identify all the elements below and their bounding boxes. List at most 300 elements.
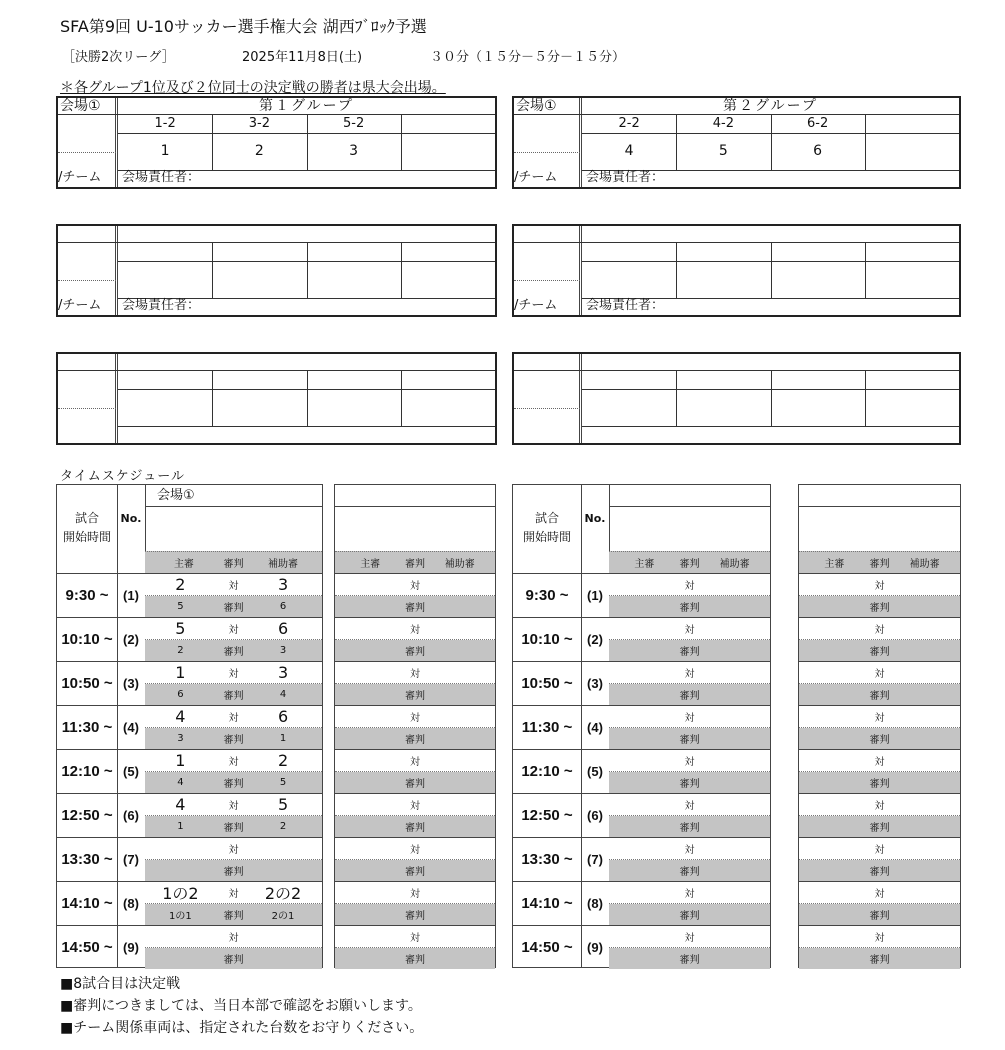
role-label: 審判 <box>405 559 425 570</box>
role-label: 補助審 <box>268 559 299 570</box>
match-number: (4) <box>123 720 139 735</box>
home-team <box>155 838 205 859</box>
match-cell <box>145 662 322 684</box>
group-team-number: 4 <box>624 143 634 159</box>
schedule-row <box>57 705 322 749</box>
vs-label: 対 <box>410 801 420 812</box>
referee-label: 審判 <box>679 603 700 614</box>
referee-label: 審判 <box>223 867 244 878</box>
referee-label: 審判 <box>869 603 890 614</box>
schedule-row <box>513 705 770 749</box>
match-cell <box>145 618 322 640</box>
start-time: 10:50 ~ <box>61 675 113 692</box>
vs-label: 対 <box>874 713 885 724</box>
referee-cell <box>609 772 770 793</box>
referee-team-2: 1 <box>279 733 287 744</box>
schedule-row <box>799 661 960 705</box>
referee-label: 審判 <box>679 911 700 922</box>
referee-cell <box>145 728 322 749</box>
away-team: 3 <box>277 575 289 594</box>
group-team-label: 4-2 <box>712 116 734 131</box>
start-time: 14:50 ~ <box>521 939 573 956</box>
group-box <box>56 96 497 189</box>
grid-line <box>401 370 402 426</box>
grid-line <box>865 114 866 170</box>
referee-cell <box>609 640 770 661</box>
match-cell <box>335 882 495 904</box>
vs-label: 対 <box>684 713 695 724</box>
match-cell <box>335 794 495 816</box>
referee-team-2: 3 <box>279 645 287 656</box>
venue-column <box>514 354 582 443</box>
start-time: 10:10 ~ <box>61 631 113 648</box>
home-team: 5 <box>175 619 186 638</box>
match-number: (5) <box>123 764 139 779</box>
match-cell <box>799 794 960 816</box>
schedule-row <box>799 793 960 837</box>
referee-label: 審判 <box>869 911 890 922</box>
referee-team-1: 5 <box>177 601 184 612</box>
referee-cell <box>335 904 495 925</box>
dotted-line <box>58 152 116 153</box>
group-team-label: 2-2 <box>618 116 640 131</box>
grid-line <box>771 242 772 298</box>
referee-cell <box>335 948 495 969</box>
match-number: (7) <box>587 852 603 867</box>
referee-cell <box>145 640 322 661</box>
vs-label: 対 <box>410 889 420 900</box>
start-time-header: 試合 <box>534 511 559 525</box>
schedule-row <box>335 925 495 969</box>
vs-label: 対 <box>228 889 239 900</box>
grid-line <box>582 426 959 427</box>
referee-label: 審判 <box>223 779 244 790</box>
referee-label: 審判 <box>223 647 244 658</box>
start-time: 12:10 ~ <box>521 763 573 780</box>
match-cell <box>145 882 322 904</box>
roles-header-row <box>145 551 322 573</box>
home-team: 1の2 <box>162 884 199 903</box>
schedule-row <box>513 837 770 881</box>
grid-line <box>145 506 322 507</box>
referee-cell <box>145 684 322 705</box>
referee-team-2: 6 <box>279 601 287 612</box>
referee-label: 審判 <box>223 911 244 922</box>
group-team-label: 1-2 <box>154 116 176 131</box>
document-title: SFA第9回 U-10サッカー選手権大会 湖西ﾌﾞﾛｯｸ予選 <box>60 17 427 36</box>
referee-cell <box>799 728 960 749</box>
referee-label: 審判 <box>679 867 700 878</box>
vs-label: 対 <box>684 889 695 900</box>
match-cell <box>609 706 770 728</box>
vs-label: 対 <box>684 625 695 636</box>
venue-responsible-label: 会場責任者： <box>586 170 665 185</box>
grid-line <box>212 242 213 298</box>
match-cell <box>609 750 770 772</box>
referee-label: 審判 <box>223 691 244 702</box>
grid-line <box>212 370 213 426</box>
schedule-row <box>513 749 770 793</box>
qualification-note: ＊各グループ1位及び２位同士の決定戦の勝者は県大会出場。 <box>60 80 446 96</box>
vs-label: 対 <box>684 669 695 680</box>
match-cell <box>609 882 770 904</box>
referee-label: 審判 <box>679 647 700 658</box>
vs-label: 対 <box>410 669 420 680</box>
schedule-row <box>799 705 960 749</box>
match-number: (3) <box>587 676 603 691</box>
referee-label: 審判 <box>679 735 700 746</box>
schedule-row <box>799 617 960 661</box>
schedule-row <box>57 749 322 793</box>
match-number: (9) <box>587 940 603 955</box>
vs-label: 対 <box>410 713 420 724</box>
venue-responsible-label: 会場責任者： <box>122 298 201 313</box>
schedule-row <box>335 749 495 793</box>
referee-label: 審判 <box>223 823 244 834</box>
referee-label: 審判 <box>405 691 425 702</box>
vs-label: 対 <box>684 581 695 592</box>
dotted-line <box>58 408 116 409</box>
home-team: 4 <box>175 795 186 814</box>
schedule-row <box>335 881 495 925</box>
group-team-number: 3 <box>349 143 359 159</box>
vs-label: 対 <box>874 845 885 856</box>
venue-responsible-label: 会場責任者： <box>586 298 665 313</box>
schedule-title: タイムスケジュール <box>60 469 185 484</box>
match-cell <box>335 926 495 948</box>
match-cell <box>799 662 960 684</box>
role-label: 補助審 <box>719 559 750 570</box>
date-label: 2025年11月8日(土) <box>242 50 363 65</box>
referee-label: 審判 <box>869 955 890 966</box>
grid-line <box>58 370 495 371</box>
dotted-line <box>514 408 580 409</box>
roles-header-row <box>799 551 960 573</box>
referee-cell <box>609 860 770 881</box>
referee-label: 審判 <box>679 955 700 966</box>
start-time: 14:10 ~ <box>521 895 573 912</box>
match-cell <box>799 838 960 860</box>
schedule-row <box>335 837 495 881</box>
match-number: (7) <box>123 852 139 867</box>
match-number: (1) <box>123 588 139 603</box>
schedule-row <box>57 881 322 925</box>
vs-label: 対 <box>228 625 239 636</box>
referee-cell <box>799 904 960 925</box>
match-number: (2) <box>123 632 139 647</box>
group-box <box>56 352 497 445</box>
footnote: ■8試合目は決定戦 <box>60 976 181 992</box>
footnote: ■チーム関係車両は、指定された台数をお守りください。 <box>60 1020 424 1036</box>
role-label: 審判 <box>679 559 700 570</box>
match-cell <box>335 574 495 596</box>
referee-cell <box>335 816 495 837</box>
schedule-row <box>57 837 322 881</box>
referee-team-1 <box>155 860 205 881</box>
vs-label: 対 <box>874 625 885 636</box>
group-team-label: 3-2 <box>248 116 270 131</box>
vs-label: 対 <box>228 801 239 812</box>
referee-cell <box>609 684 770 705</box>
referee-cell <box>799 772 960 793</box>
referee-label: 審判 <box>869 647 890 658</box>
referee-cell <box>799 816 960 837</box>
no-header: No. <box>120 512 142 525</box>
match-number: (9) <box>123 940 139 955</box>
vs-label: 対 <box>684 845 695 856</box>
role-label: 主審 <box>824 559 845 570</box>
start-time: 12:10 ~ <box>61 763 113 780</box>
match-number: (1) <box>587 588 603 603</box>
vs-label: 対 <box>228 669 239 680</box>
schedule-row <box>57 617 322 661</box>
role-label: 主審 <box>634 559 655 570</box>
venue-label: 会場① <box>516 98 557 114</box>
schedule-row <box>513 881 770 925</box>
grid-line <box>676 370 677 426</box>
referee-cell <box>335 772 495 793</box>
match-cell <box>335 750 495 772</box>
role-label: 審判 <box>869 559 890 570</box>
match-number: (4) <box>587 720 603 735</box>
team-label: /チーム <box>514 298 558 313</box>
group-team-label: 6-2 <box>807 116 829 131</box>
grid-line <box>609 506 770 507</box>
referee-label: 審判 <box>869 779 890 790</box>
grid-line <box>676 242 677 298</box>
home-team: 1 <box>175 663 186 682</box>
referee-cell <box>145 772 322 793</box>
team-label: /チーム <box>514 170 558 185</box>
referee-team-1: 6 <box>177 689 184 700</box>
vs-label: 対 <box>410 757 420 768</box>
vs-label: 対 <box>874 581 885 592</box>
away-team <box>258 838 308 859</box>
match-cell <box>335 618 495 640</box>
grid-line <box>401 114 402 170</box>
match-cell <box>799 574 960 596</box>
grid-line <box>799 506 960 507</box>
referee-team-2 <box>258 948 308 969</box>
referee-label: 審判 <box>223 735 244 746</box>
referee-team-1: 1の1 <box>169 911 192 922</box>
referee-team-2: 2 <box>279 821 287 832</box>
match-cell <box>609 662 770 684</box>
vs-label: 対 <box>228 581 239 592</box>
schedule-row <box>335 573 495 617</box>
grid-line <box>401 242 402 298</box>
venue-responsible-label: 会場責任者： <box>122 170 201 185</box>
home-team: 4 <box>175 707 186 726</box>
referee-cell <box>145 948 322 969</box>
referee-cell <box>145 904 322 925</box>
grid-line <box>865 242 866 298</box>
match-cell <box>145 794 322 816</box>
referee-cell <box>609 816 770 837</box>
vs-label: 対 <box>874 757 885 768</box>
start-time: 12:50 ~ <box>521 807 573 824</box>
start-time: 10:50 ~ <box>521 675 573 692</box>
venue-label: 会場① <box>157 488 195 503</box>
referee-label: 審判 <box>869 867 890 878</box>
referee-label: 審判 <box>405 603 425 614</box>
schedule-row <box>57 573 322 617</box>
vs-label: 対 <box>228 713 239 724</box>
match-cell <box>145 706 322 728</box>
grid-line <box>58 242 495 243</box>
referee-label: 審判 <box>405 647 425 658</box>
referee-label: 審判 <box>405 911 425 922</box>
schedule-row <box>799 925 960 969</box>
match-cell <box>609 838 770 860</box>
schedule-row <box>335 617 495 661</box>
start-time: 11:30 ~ <box>61 719 113 736</box>
schedule-table <box>512 484 771 968</box>
grid-line <box>307 370 308 426</box>
group-title: 第１グループ <box>259 98 354 114</box>
start-time-header: 開始時間 <box>522 530 571 544</box>
start-time: 11:30 ~ <box>521 719 573 736</box>
match-number: (2) <box>587 632 603 647</box>
team-label: /チーム <box>58 170 102 185</box>
referee-label: 審判 <box>405 779 425 790</box>
schedule-row <box>57 925 322 969</box>
schedule-row <box>799 881 960 925</box>
vs-label: 対 <box>874 933 885 944</box>
referee-label: 審判 <box>405 955 425 966</box>
match-cell <box>799 706 960 728</box>
role-label: 主審 <box>173 559 194 570</box>
match-cell <box>335 662 495 684</box>
schedule-row <box>513 661 770 705</box>
match-cell <box>799 750 960 772</box>
schedule-row <box>513 793 770 837</box>
referee-label: 審判 <box>679 779 700 790</box>
referee-team-2: 4 <box>279 689 287 700</box>
match-number: (8) <box>587 896 603 911</box>
group-team-number: 1 <box>160 143 170 159</box>
away-team <box>258 926 308 947</box>
match-cell <box>335 706 495 728</box>
schedule-row <box>799 573 960 617</box>
match-cell <box>145 838 322 860</box>
schedule-row <box>799 837 960 881</box>
match-cell <box>335 838 495 860</box>
dotted-line <box>514 152 580 153</box>
match-cell <box>799 882 960 904</box>
match-cell <box>799 926 960 948</box>
match-cell <box>609 618 770 640</box>
vs-label: 対 <box>228 757 239 768</box>
vs-label: 対 <box>410 845 420 856</box>
group-box <box>512 96 961 189</box>
schedule-row <box>513 925 770 969</box>
referee-cell <box>145 860 322 881</box>
role-label: 補助審 <box>909 559 940 570</box>
role-label: 主審 <box>360 559 381 570</box>
group-team-label: 5-2 <box>343 116 365 131</box>
schedule-table <box>798 484 961 968</box>
start-time: 14:10 ~ <box>61 895 113 912</box>
dotted-line <box>58 280 116 281</box>
vs-label: 対 <box>410 581 420 592</box>
match-cell <box>145 574 322 596</box>
grid-line <box>307 242 308 298</box>
schedule-row <box>335 793 495 837</box>
schedule-row <box>513 617 770 661</box>
role-label: 補助審 <box>444 559 475 570</box>
vs-label: 対 <box>684 933 695 944</box>
venue-label: 会場① <box>60 98 101 114</box>
referee-label: 審判 <box>869 691 890 702</box>
grid-line <box>514 242 959 243</box>
group-team-number: 5 <box>718 143 728 159</box>
match-cell <box>799 618 960 640</box>
referee-cell <box>145 596 322 617</box>
no-header: No. <box>584 512 606 525</box>
match-number: (5) <box>587 764 603 779</box>
referee-cell <box>335 596 495 617</box>
away-team: 3 <box>277 663 289 682</box>
group-title: 第２グループ <box>723 98 818 114</box>
referee-team-1 <box>155 948 205 969</box>
referee-cell <box>609 728 770 749</box>
start-time: 13:30 ~ <box>61 851 113 868</box>
grid-line <box>335 506 495 507</box>
vs-label: 対 <box>874 889 885 900</box>
referee-label: 審判 <box>405 867 425 878</box>
match-number: (6) <box>587 808 603 823</box>
referee-label: 審判 <box>869 823 890 834</box>
home-team: 2 <box>175 575 186 594</box>
start-time: 14:50 ~ <box>61 939 113 956</box>
match-number: (6) <box>123 808 139 823</box>
start-time: 12:50 ~ <box>61 807 113 824</box>
roles-header-row <box>335 551 495 573</box>
group-team-number: 2 <box>254 143 264 159</box>
referee-cell <box>335 860 495 881</box>
schedule-row <box>335 705 495 749</box>
referee-cell <box>799 640 960 661</box>
referee-cell <box>335 684 495 705</box>
match-cell <box>145 926 322 948</box>
match-number: (8) <box>123 896 139 911</box>
referee-team-1: 3 <box>177 733 184 744</box>
start-time-header: 開始時間 <box>62 530 111 544</box>
team-label: /チーム <box>58 298 102 313</box>
group-box <box>56 224 497 317</box>
vs-label: 対 <box>228 933 239 944</box>
group-box <box>512 224 961 317</box>
match-cell <box>609 574 770 596</box>
referee-cell <box>799 948 960 969</box>
group-team-number: 6 <box>813 143 823 159</box>
dotted-line <box>514 280 580 281</box>
away-team: 2の2 <box>264 884 302 903</box>
vs-label: 対 <box>874 801 885 812</box>
referee-cell <box>799 860 960 881</box>
schedule-row <box>335 661 495 705</box>
away-team: 6 <box>277 707 289 726</box>
away-team: 6 <box>277 619 289 638</box>
vs-label: 対 <box>228 845 239 856</box>
referee-team-2: 2の1 <box>271 911 295 922</box>
referee-team-1: 1 <box>177 821 184 832</box>
referee-label: 審判 <box>679 691 700 702</box>
referee-cell <box>335 640 495 661</box>
vs-label: 対 <box>874 669 885 680</box>
grid-line <box>771 370 772 426</box>
